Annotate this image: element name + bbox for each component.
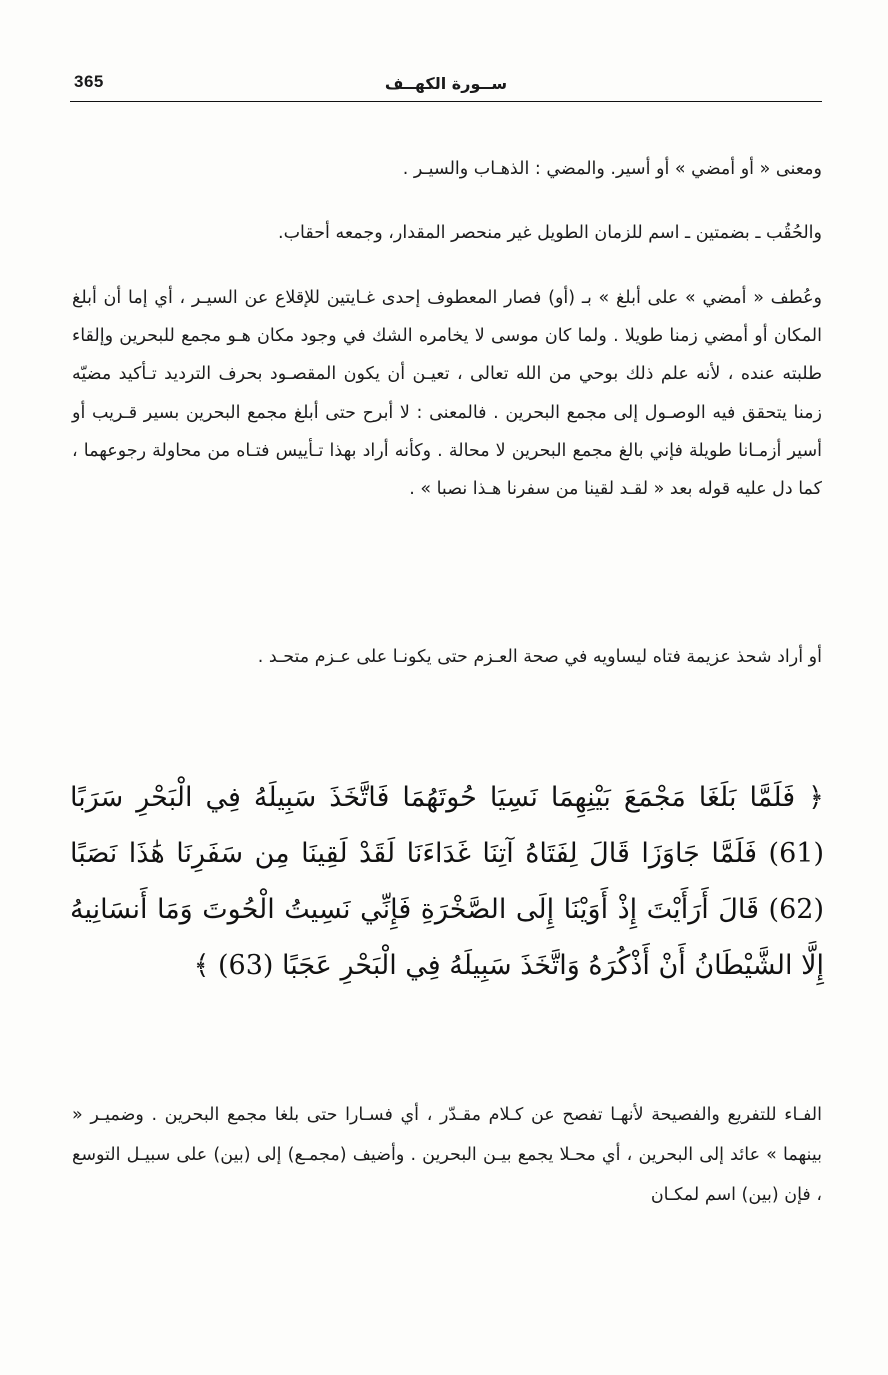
page-number: 365 <box>74 72 104 91</box>
quran-verse-block: ﴿ فَلَمَّا بَلَغَا مَجْمَعَ بَيْنِهِمَا نَسِيَا حُوتَهُمَا فَاتَّخَذَ سَبِيلَهُ فِي الْبَحْرِ سَرَبًا (61) فَلَمَّا جَاوَزَا قَالَ لِفَتَاهُ آتِنَا غَدَاءَنَا لَقَدْ لَقِينَا مِن سَفَرِنَا هَٰذَا نَصَبًا (62) قَالَ أَرَأَيْتَ إِذْ أَوَيْنَا إِلَى الصَّخْرَةِ فَإِنِّي نَسِيتُ الْحُوتَ وَمَا أَنسَانِيهُ إِلَّا الشَّيْطَانُ أَنْ أَذْكُرَهُ وَاتَّخَذَ سَبِيلَهُ فِي الْبَحْرِ عَجَبًا (63) ﴾ <box>70 782 824 981</box>
paragraph-verse-commentary: الفـاء للتفريع والفصيحة لأنهـا تفصح عن كـلام مقـدّر ، أي فسـارا حتى بلغا مجمع البحرين . وضميـر « بينهما » عائد إلى البحرين ، أي محـلا يجمع بيـن البحرين . وأضيف (مجمـع) إلى (بين) على سبيـل التوسع ، فإن (بين) اسم لمكـان <box>72 1105 822 1205</box>
header-divider <box>70 101 822 102</box>
page-header <box>70 70 822 106</box>
surah-title: ســورة الكهــف <box>384 74 508 93</box>
paragraph-resolve-of-companion: أو أراد شحذ عزيمة فتاه ليساويه في صحة العـزم حتى يكونـا على عـزم متحـد . <box>257 647 822 667</box>
paragraph-huqub-definition: والحُقُب ـ بضمتين ـ اسم للزمان الطويل غير منحصر المقدار، وجمعه أحقاب. <box>278 223 822 243</box>
paragraph-meaning-of-amdi: ومعنى « أو أمضي » أو أسير. والمضي : الذهـاب والسيـر . <box>402 159 822 179</box>
paragraph-conjunction-explanation: وعُطف « أمضي » على أبلغ » بـ (أو) فصار المعطوف إحدى غـايتين للإقلاع عن السيـر ، أي إما أن أبلغ المكان أو أمضي زمنا طويلا . ولما كان موسى لا يخامره الشك في وجود مكان هـو مجمع للبحرين وإلقاء طلبته عنده ، لأنه علم ذلك بوحي من الله تعالى ، تعيـن أن يكون المقصـود بحرف الترديد تـأكيد مضيّه زمنا يتحقق فيه الوصـول إلى مجمع البحرين . فالمعنى : لا أبرح حتى أبلغ مجمع البحرين بسير قـريب أو أسير أزمـانا طويلة فإني بالغ مجمع البحرين لا محالة . وكأنه أراد بهذا تـأييس فتـاه من محاولة رجوعهما ، كما دل عليه قوله بعد « لقـد لقينا من سفرنا هـذا نصبا » . <box>72 288 822 500</box>
